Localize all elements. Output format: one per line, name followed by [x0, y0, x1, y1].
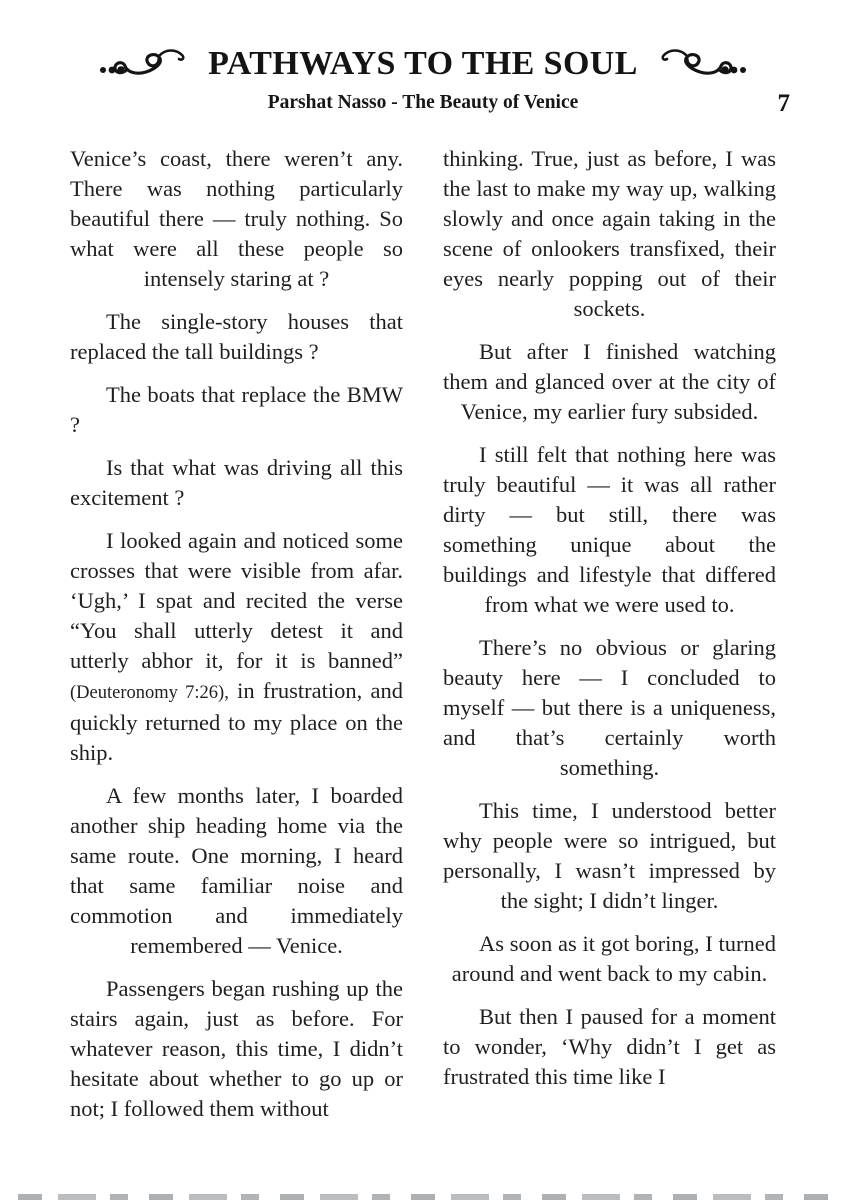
chapter-subtitle: Parshat Nasso - The Beauty of Venice: [267, 92, 579, 113]
paragraph: [70, 307, 403, 367]
text-run: thinking. True, just as before, I was the last to make my way up, walking slowly and once again taking in the scene of onlookers transfixed, their eyes nearly popping out of their sockets.: [443, 146, 776, 321]
text-run: The boats that replace the BMW ?: [70, 382, 403, 437]
text-run: As soon as it got boring, I turned around and went back to my cabin.: [451, 931, 776, 986]
page-bottom-scan-artifact: [18, 1194, 834, 1200]
page-number: 7: [777, 90, 790, 117]
text-run: I still felt that nothing here was truly beautiful — it was all rather dirty — but still, there was something unique about the buildings and lifestyle that differed from what we were used to.: [443, 442, 776, 617]
paragraph: [70, 380, 403, 440]
text-run: Is that what was driving all this excitement ?: [70, 455, 403, 510]
column-right: [443, 144, 776, 1137]
text-run: in frustration, and quickly returned to my place on the ship.: [70, 678, 404, 765]
page-header: [0, 42, 846, 117]
verse-citation: (Deuteronomy 7:26),: [70, 683, 229, 703]
text-run: But after I finished watching them and glanced over at the city of Venice, my earlier fury subsided.: [443, 339, 776, 424]
paragraph: [70, 453, 403, 513]
paragraph: [70, 781, 403, 961]
text-run: A few months later, I boarded another ship heading home via the same route. One morning, I heard that same familiar noise and commotion and immediately remembered — Venice.: [70, 783, 403, 958]
text-run: The single-story houses that replaced the tall buildings ?: [70, 309, 403, 364]
page-title: PATHWAYS TO THE SOUL: [208, 45, 638, 82]
paragraph: [70, 144, 403, 294]
column-left: [70, 144, 403, 1137]
paragraph: [443, 440, 776, 620]
text-run: But then I paused for a moment to wonder, ‘Why didn’t I get as frustrated this time like I: [443, 1004, 776, 1089]
flourish-right-icon: [648, 48, 748, 80]
paragraph: [70, 526, 403, 768]
paragraph: [443, 144, 776, 324]
text-run: I looked again and noticed some crosses that were visible from afar. ‘Ugh,’ I spat and recited the verse “You shall utterly detest it and utterly abhor it, for it is banned”: [70, 528, 403, 673]
text-run: Venice’s coast, there weren’t any. There was nothing particularly beautiful there — truly nothing. So what were all these people so intensely staring at ?: [70, 146, 403, 291]
title-row: [0, 42, 846, 86]
paragraph: [443, 796, 776, 916]
text-run: There’s no obvious or glaring beauty here — I concluded to myself — but there is a uniqueness, and that’s certainly worth something.: [443, 635, 776, 780]
text-columns: [70, 144, 777, 1137]
text-run: Passengers began rushing up the stairs again, just as before. For whatever reason, this time, I didn’t hesitate about whether to go up or not; I followed them without: [70, 976, 403, 1121]
paragraph: [443, 1002, 776, 1092]
paragraph: [70, 974, 403, 1124]
paragraph: [443, 633, 776, 783]
text-run: This time, I understood better why people were so intrigued, but personally, I wasn’t impressed by the sight; I didn’t linger.: [443, 798, 776, 913]
flourish-left-icon: [98, 48, 198, 80]
paragraph: [443, 929, 776, 989]
paragraph: [443, 337, 776, 427]
